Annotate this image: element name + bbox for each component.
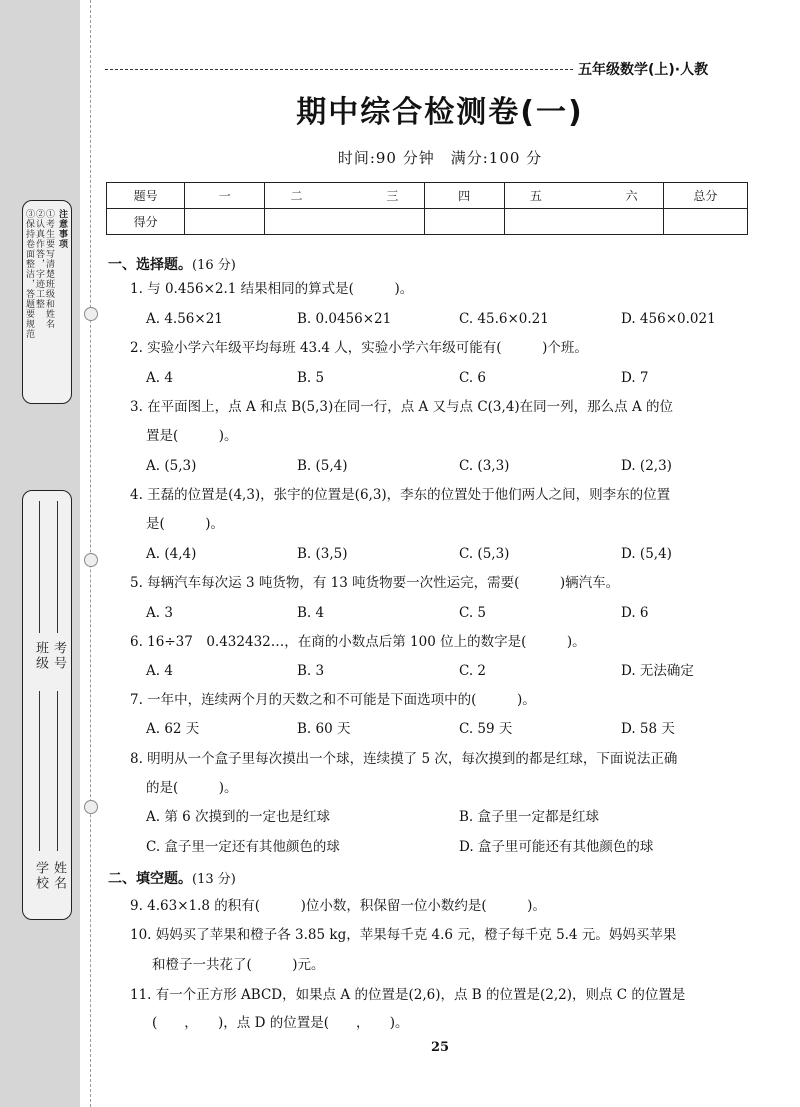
section-points: (16 分) (192, 258, 236, 273)
school-label: 学校 (33, 861, 48, 891)
option[interactable]: A. 4.56×21 (146, 311, 223, 327)
option[interactable]: B. 4 (297, 605, 325, 621)
question-stem: 是( )。 (146, 516, 225, 532)
page-number: 25 (430, 1040, 450, 1055)
option[interactable]: B. 3 (297, 663, 325, 679)
option[interactable]: C. 2 (459, 663, 487, 679)
score-table (106, 182, 748, 235)
cut-mark (84, 553, 98, 567)
question-stem: 2. 实验小学六年级平均每班 43.4 人，实验小学六年级可能有( )个班。 (130, 340, 588, 356)
option[interactable]: A. 第 6 次摸到的一定也是红球 (146, 809, 331, 825)
question-stem: 8. 明明从一个盒子里每次摸出一个球，连续摸了 5 次，每次摸到的都是红球，下面说法正确 (130, 751, 678, 767)
header-rule (105, 69, 573, 70)
option[interactable]: B. (5,4) (297, 458, 348, 474)
table-row (107, 209, 748, 235)
name-label: 姓名 (51, 861, 66, 891)
option[interactable]: A. (5,3) (146, 458, 197, 474)
section-title: 一、选择题。 (108, 257, 192, 273)
question-stem: ( ， )，点 D 的位置是( ， )。 (152, 1015, 409, 1031)
cut-mark (84, 800, 98, 814)
question-stem: 11. 有一个正方形 ABCD，如果点 A 的位置是(2,6)，点 B 的位置是(2,2)，则点 C 的位置是 (130, 987, 686, 1003)
option[interactable]: A. 4 (146, 663, 173, 679)
notice-line: ③保持卷面整洁，答题要规范 (24, 209, 34, 339)
option[interactable]: A. 4 (146, 370, 173, 386)
option[interactable]: B. 5 (297, 370, 325, 386)
binding-margin (0, 0, 80, 1107)
class-label: 班级 (33, 641, 48, 671)
section-heading (108, 254, 236, 274)
name-line[interactable] (57, 691, 58, 851)
table-header-cell: 三 (386, 189, 399, 203)
option[interactable]: C. 5 (459, 605, 487, 621)
table-header-cell: 五 (529, 189, 542, 203)
table-header-cell: 四 (424, 183, 504, 209)
notice-title: 注意事项 (57, 209, 67, 249)
option[interactable]: B. (3,5) (297, 546, 348, 562)
score-row-label: 得分 (107, 209, 185, 235)
cut-mark (84, 307, 98, 321)
section-title: 二、填空题。 (108, 871, 192, 887)
table-header-cell: 总分 (663, 183, 747, 209)
exam-time-score: 时间:90 分钟 满分:100 分 (337, 149, 543, 167)
option[interactable]: C. 盒子里一定还有其他颜色的球 (146, 839, 340, 855)
exam-number-line[interactable] (57, 501, 58, 633)
notice-line: ①考生要写清楚班级和姓名 (44, 209, 54, 329)
option[interactable]: D. 盒子里可能还有其他颜色的球 (459, 839, 654, 855)
option[interactable]: A. 3 (146, 605, 173, 621)
class-line[interactable] (39, 501, 40, 633)
section-points: (13 分) (192, 872, 236, 887)
student-info-box (22, 490, 72, 920)
notice-box (22, 200, 72, 404)
table-header-cell: 题号 (107, 183, 185, 209)
question-stem: 5. 每辆汽车每次运 3 吨货物，有 13 吨货物要一次性运完，需要( )辆汽车。 (130, 575, 620, 591)
score-cell[interactable] (504, 209, 663, 235)
option[interactable]: C. 59 天 (459, 721, 513, 737)
option[interactable]: D. 无法确定 (621, 663, 694, 679)
option[interactable]: D. 456×0.021 (621, 311, 716, 327)
series-label: 五年级数学(上)·人教 (578, 62, 709, 78)
option[interactable]: A. (4,4) (146, 546, 197, 562)
option[interactable]: D. 6 (621, 605, 649, 621)
table-header-cell: 六 (625, 189, 638, 203)
option[interactable]: B. 60 天 (297, 721, 351, 737)
option[interactable]: B. 盒子里一定都是红球 (459, 809, 600, 825)
question-stem: 置是( )。 (146, 428, 238, 444)
score-cell[interactable] (185, 209, 265, 235)
option[interactable]: D. (5,4) (621, 546, 672, 562)
school-line[interactable] (39, 691, 40, 851)
table-header-cell: 一 (185, 183, 265, 209)
option[interactable]: C. 6 (459, 370, 487, 386)
section-heading (108, 868, 236, 888)
question-stem: 1. 与 0.456×2.1 结果相同的算式是( )。 (130, 281, 414, 297)
option[interactable]: C. (3,3) (459, 458, 510, 474)
question-stem: 3. 在平面图上，点 A 和点 B(5,3)在同一行，点 A 又与点 C(3,4)在同一列，那么点 A 的位 (130, 399, 674, 415)
question-stem: 10. 妈妈买了苹果和橙子各 3.85 kg，苹果每千克 4.6 元，橙子每千克 5.4 元。妈妈买苹果 (130, 927, 677, 943)
score-cell[interactable] (424, 209, 504, 235)
page-title: 期中综合检测卷(一) (296, 95, 584, 130)
option[interactable]: C. (5,3) (459, 546, 510, 562)
option[interactable]: D. 58 天 (621, 721, 675, 737)
question-stem: 4. 王磊的位置是(4,3)，张宇的位置是(6,3)，李东的位置处于他们两人之间，则李东的位置 (130, 487, 671, 503)
option[interactable]: D. 7 (621, 370, 649, 386)
question-stem: 7. 一年中，连续两个月的天数之和不可能是下面选项中的( )。 (130, 692, 536, 708)
option[interactable]: B. 0.0456×21 (297, 311, 392, 327)
score-cell[interactable] (663, 209, 747, 235)
table-row (107, 183, 748, 209)
table-header-cell (504, 183, 663, 209)
exam-number-label: 考号 (51, 641, 66, 671)
question-stem: 和橙子一共花了( )元。 (152, 957, 325, 973)
table-header-cell (265, 183, 424, 209)
option[interactable]: D. (2,3) (621, 458, 672, 474)
table-header-cell: 二 (290, 189, 303, 203)
option[interactable]: C. 45.6×0.21 (459, 311, 549, 327)
question-stem: 的是( )。 (146, 780, 238, 796)
option[interactable]: A. 62 天 (146, 721, 200, 737)
question-stem: 6. 16÷37 0.432432…，在商的小数点后第 100 位上的数字是( )。 (130, 634, 586, 650)
score-cell[interactable] (265, 209, 424, 235)
question-stem: 9. 4.63×1.8 的积有( )位小数，积保留一位小数约是( )。 (130, 898, 546, 914)
notice-line: ②认真作答，字迹工整 (34, 209, 44, 309)
